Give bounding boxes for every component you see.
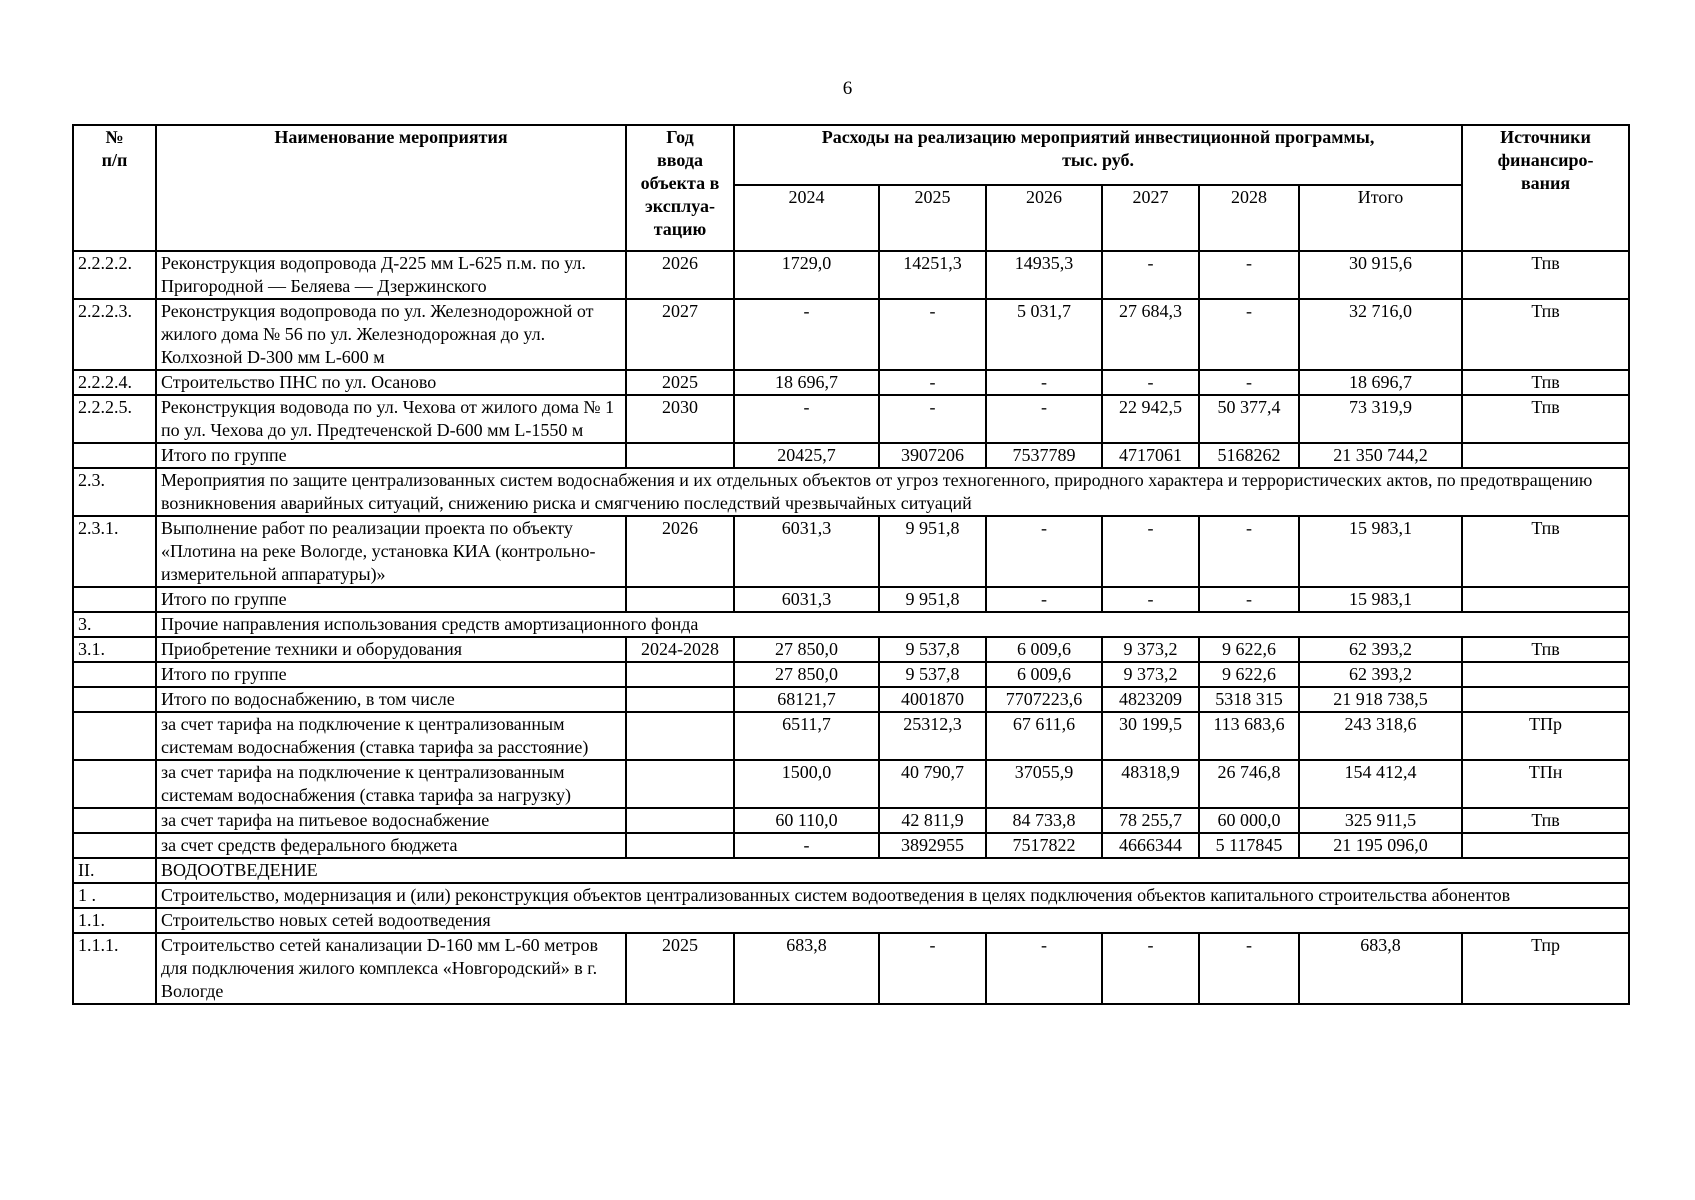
row-name: за счет тарифа на подключение к централизованным системам водоснабжения (ставка тарифа за нагрузку) [156, 760, 626, 808]
row-value: 9 622,6 [1199, 637, 1299, 662]
row-number: 1.1. [73, 908, 156, 933]
section-row [73, 858, 1629, 883]
row-number: 2.3.1. [73, 516, 156, 587]
header-row [73, 125, 1629, 185]
row-value: - [1199, 299, 1299, 370]
row-value: 25312,3 [879, 712, 986, 760]
row-value: - [1102, 370, 1199, 395]
row-total-value: 73 319,9 [1299, 395, 1462, 443]
row-value: 9 537,8 [879, 637, 986, 662]
row-year [626, 712, 734, 760]
section-row [73, 468, 1629, 516]
row-year: 2026 [626, 516, 734, 587]
table-row [73, 833, 1629, 858]
row-number: 3.1. [73, 637, 156, 662]
row-number [73, 808, 156, 833]
section-title: Мероприятия по защите централизованных систем водоснабжения и их отдельных объектов от угроз техногенного, природного характера и террористических актов, по предотвращению возникновения аварийных ситуаций, снижению риска и смягчению последствий чрезвычайных ситуаций [156, 468, 1629, 516]
header-num: № п/п [73, 125, 156, 251]
row-value: - [1102, 516, 1199, 587]
row-name: Итого по группе [156, 662, 626, 687]
row-value: 9 373,2 [1102, 637, 1199, 662]
row-number [73, 662, 156, 687]
section-row [73, 908, 1629, 933]
row-value: - [734, 299, 879, 370]
row-value: 9 951,8 [879, 587, 986, 612]
row-value: 3892955 [879, 833, 986, 858]
row-value: 5168262 [1199, 443, 1299, 468]
row-value: 67 611,6 [986, 712, 1102, 760]
row-value: 113 683,6 [1199, 712, 1299, 760]
row-name: Приобретение техники и оборудования [156, 637, 626, 662]
row-total-value: 62 393,2 [1299, 662, 1462, 687]
row-value: 84 733,8 [986, 808, 1102, 833]
row-number: II. [73, 858, 156, 883]
row-source: Тпр [1462, 933, 1629, 1004]
header-year-2024: 2024 [734, 185, 879, 251]
row-name: Итого по группе [156, 443, 626, 468]
table-row [73, 712, 1629, 760]
row-value: 68121,7 [734, 687, 879, 712]
row-value: 40 790,7 [879, 760, 986, 808]
header-year-2025: 2025 [879, 185, 986, 251]
row-value: 7537789 [986, 443, 1102, 468]
row-value: 42 811,9 [879, 808, 986, 833]
row-total-value: 21 918 738,5 [1299, 687, 1462, 712]
total-row [73, 662, 1629, 687]
row-value: 9 622,6 [1199, 662, 1299, 687]
row-value: - [986, 587, 1102, 612]
row-value: - [879, 299, 986, 370]
row-name: Итого по водоснабжению, в том числе [156, 687, 626, 712]
row-total-value: 683,8 [1299, 933, 1462, 1004]
row-value: 48318,9 [1102, 760, 1199, 808]
row-source: ТПр [1462, 712, 1629, 760]
row-name: Реконструкция водопровода по ул. Железнодорожной от жилого дома № 56 по ул. Железнодорожная до ул. Колхозной D-300 мм L-600 м [156, 299, 626, 370]
section-title: Прочие направления использования средств амортизационного фонда [156, 612, 1629, 637]
row-year [626, 808, 734, 833]
row-source: Тпв [1462, 251, 1629, 299]
row-number [73, 443, 156, 468]
section-title: Строительство, модернизация и (или) реконструкция объектов централизованных систем водоотведения в целях подключения объектов капитального строительства абонентов [156, 883, 1629, 908]
row-value: 30 199,5 [1102, 712, 1199, 760]
table-row [73, 760, 1629, 808]
row-source [1462, 687, 1629, 712]
row-year [626, 833, 734, 858]
header-total: Итого [1299, 185, 1462, 251]
row-number: 2.2.2.3. [73, 299, 156, 370]
row-total-value: 15 983,1 [1299, 587, 1462, 612]
table-row [73, 395, 1629, 443]
row-total-value: 32 716,0 [1299, 299, 1462, 370]
row-value: - [734, 395, 879, 443]
row-value: 5 117845 [1199, 833, 1299, 858]
row-source: Тпв [1462, 808, 1629, 833]
row-value: 6 009,6 [986, 662, 1102, 687]
row-source [1462, 587, 1629, 612]
row-source: Тпв [1462, 370, 1629, 395]
row-total-value: 243 318,6 [1299, 712, 1462, 760]
table-row [73, 933, 1629, 1004]
row-number [73, 687, 156, 712]
section-row [73, 612, 1629, 637]
row-value: - [986, 370, 1102, 395]
total-row [73, 443, 1629, 468]
row-year [626, 587, 734, 612]
row-name: Реконструкция водопровода Д-225 мм L-625 п.м. по ул. Пригородной — Беляева — Дзержинского [156, 251, 626, 299]
row-value: 4666344 [1102, 833, 1199, 858]
row-total-value: 15 983,1 [1299, 516, 1462, 587]
row-value: 20425,7 [734, 443, 879, 468]
row-value: 27 684,3 [1102, 299, 1199, 370]
row-value: 6031,3 [734, 587, 879, 612]
row-value: 50 377,4 [1199, 395, 1299, 443]
row-total-value: 21 195 096,0 [1299, 833, 1462, 858]
row-name: Реконструкция водовода по ул. Чехова от жилого дома № 1 по ул. Чехова до ул. Предтеченской D-600 мм L-1550 м [156, 395, 626, 443]
row-source [1462, 833, 1629, 858]
header-year-2027: 2027 [1102, 185, 1199, 251]
row-name: Выполнение работ по реализации проекта по объекту «Плотина на реке Вологде, установка КИА (контрольно-измерительной аппаратуры)» [156, 516, 626, 587]
header-sources: Источники финансиро- вания [1462, 125, 1629, 251]
row-number [73, 833, 156, 858]
row-name: за счет тарифа на подключение к централизованным системам водоснабжения (ставка тарифа за расстояние) [156, 712, 626, 760]
row-source [1462, 443, 1629, 468]
row-year: 2027 [626, 299, 734, 370]
total-row [73, 687, 1629, 712]
row-value: 27 850,0 [734, 637, 879, 662]
row-name: за счет тарифа на питьевое водоснабжение [156, 808, 626, 833]
row-number [73, 760, 156, 808]
row-value: 7517822 [986, 833, 1102, 858]
section-row [73, 883, 1629, 908]
row-total-value: 30 915,6 [1299, 251, 1462, 299]
header-year-2028: 2028 [1199, 185, 1299, 251]
row-source: Тпв [1462, 395, 1629, 443]
row-number: 1 . [73, 883, 156, 908]
row-year [626, 662, 734, 687]
row-total-value: 62 393,2 [1299, 637, 1462, 662]
row-value: 4717061 [1102, 443, 1199, 468]
total-row [73, 587, 1629, 612]
row-total-value: 21 350 744,2 [1299, 443, 1462, 468]
row-source [1462, 662, 1629, 687]
row-value: 18 696,7 [734, 370, 879, 395]
row-total-value: 154 412,4 [1299, 760, 1462, 808]
row-value: 6511,7 [734, 712, 879, 760]
row-year: 2024-2028 [626, 637, 734, 662]
row-number: 3. [73, 612, 156, 637]
row-total-value: 325 911,5 [1299, 808, 1462, 833]
row-value: - [1199, 251, 1299, 299]
row-value: 5318 315 [1199, 687, 1299, 712]
row-number: 2.2.2.5. [73, 395, 156, 443]
row-name: Итого по группе [156, 587, 626, 612]
row-number: 1.1.1. [73, 933, 156, 1004]
row-value: 4823209 [1102, 687, 1199, 712]
header-year: Год ввода объекта в эксплуа- тацию [626, 125, 734, 251]
table-row [73, 370, 1629, 395]
row-year: 2026 [626, 251, 734, 299]
page-number: 6 [842, 78, 853, 99]
row-value: 7707223,6 [986, 687, 1102, 712]
table-row [73, 299, 1629, 370]
table-row [73, 251, 1629, 299]
row-value: - [986, 395, 1102, 443]
row-value: 60 000,0 [1199, 808, 1299, 833]
table-row [73, 637, 1629, 662]
row-source: ТПн [1462, 760, 1629, 808]
row-value: 78 255,7 [1102, 808, 1199, 833]
row-value: 1500,0 [734, 760, 879, 808]
header-expenses: Расходы на реализацию мероприятий инвестиционной программы, тыс. руб. [734, 125, 1462, 185]
row-value: - [879, 933, 986, 1004]
row-year [626, 760, 734, 808]
row-value: - [1199, 933, 1299, 1004]
header-year-2026: 2026 [986, 185, 1102, 251]
table-body [73, 251, 1629, 1004]
row-value: 9 373,2 [1102, 662, 1199, 687]
row-number: 2.3. [73, 468, 156, 516]
row-source: Тпв [1462, 299, 1629, 370]
row-year: 2030 [626, 395, 734, 443]
table-row [73, 808, 1629, 833]
row-number: 2.2.2.2. [73, 251, 156, 299]
row-number [73, 712, 156, 760]
row-value: 4001870 [879, 687, 986, 712]
row-year [626, 687, 734, 712]
row-name: Строительство сетей канализации D-160 мм L-60 метров для подключения жилого комплекса «Новгородский» в г. Вологде [156, 933, 626, 1004]
row-value: - [1199, 516, 1299, 587]
row-value: 1729,0 [734, 251, 879, 299]
row-value: - [734, 833, 879, 858]
row-value: 9 951,8 [879, 516, 986, 587]
row-value: 27 850,0 [734, 662, 879, 687]
row-year: 2025 [626, 933, 734, 1004]
row-value: - [986, 933, 1102, 1004]
row-value: 6031,3 [734, 516, 879, 587]
row-year: 2025 [626, 370, 734, 395]
row-year [626, 443, 734, 468]
row-source: Тпв [1462, 516, 1629, 587]
row-value: - [1102, 587, 1199, 612]
row-value: 60 110,0 [734, 808, 879, 833]
table-row [73, 516, 1629, 587]
row-number: 2.2.2.4. [73, 370, 156, 395]
row-total-value: 18 696,7 [1299, 370, 1462, 395]
row-value: 9 537,8 [879, 662, 986, 687]
header-name: Наименование мероприятия [156, 125, 626, 251]
section-title: Строительство новых сетей водоотведения [156, 908, 1629, 933]
row-value: 26 746,8 [1199, 760, 1299, 808]
row-value: - [879, 370, 986, 395]
section-title: ВОДООТВЕДЕНИЕ [156, 858, 1629, 883]
row-value: 14935,3 [986, 251, 1102, 299]
row-value: 6 009,6 [986, 637, 1102, 662]
row-number [73, 587, 156, 612]
row-name: за счет средств федерального бюджета [156, 833, 626, 858]
row-value: - [986, 516, 1102, 587]
row-value: 37055,9 [986, 760, 1102, 808]
row-value: 14251,3 [879, 251, 986, 299]
investment-program-table [72, 124, 1630, 1005]
row-value: - [1199, 587, 1299, 612]
row-value: 5 031,7 [986, 299, 1102, 370]
row-value: 683,8 [734, 933, 879, 1004]
row-value: - [1199, 370, 1299, 395]
row-name: Строительство ПНС по ул. Осаново [156, 370, 626, 395]
row-source: Тпв [1462, 637, 1629, 662]
row-value: 22 942,5 [1102, 395, 1199, 443]
row-value: 3907206 [879, 443, 986, 468]
row-value: - [1102, 251, 1199, 299]
row-value: - [879, 395, 986, 443]
row-value: - [1102, 933, 1199, 1004]
